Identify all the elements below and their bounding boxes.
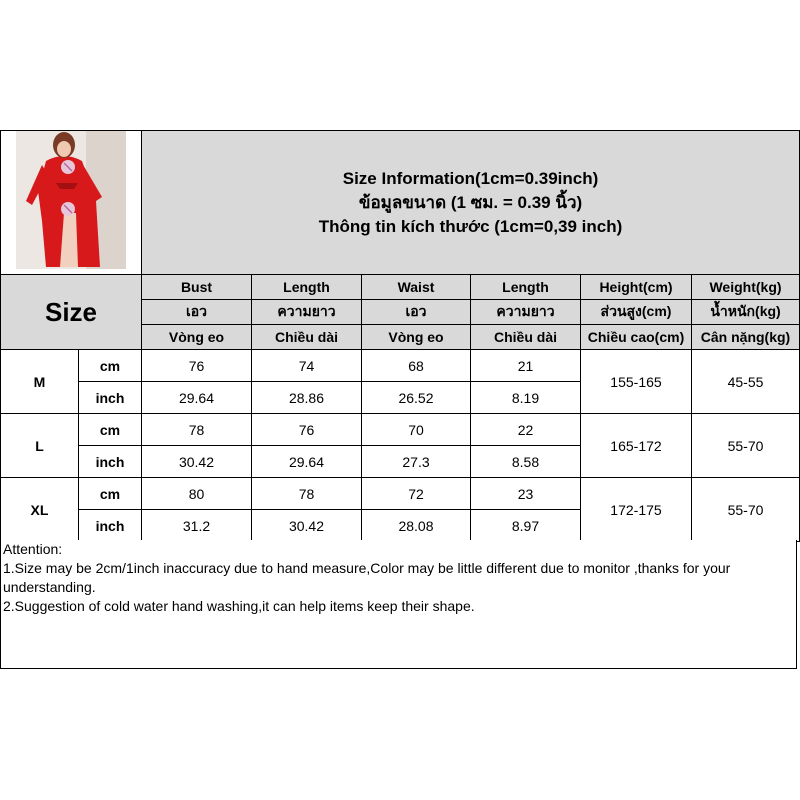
col-header-th: ความยาว	[252, 300, 362, 325]
table-cell: 8.97	[471, 510, 581, 542]
table-cell: 72	[362, 478, 471, 510]
attention-notes	[0, 540, 797, 669]
col-header-vi: Chiều cao(cm)	[581, 325, 692, 350]
size-info-title	[142, 131, 800, 275]
col-header-vi: Cân nặng(kg)	[692, 325, 800, 350]
table-cell: 27.3	[362, 446, 471, 478]
weight-range: 55-70	[692, 478, 800, 542]
title-vietnamese: Thông tin kích thước (1cm=0,39 inch)	[318, 216, 623, 236]
unit-label: inch	[79, 510, 142, 542]
height-range: 155-165	[581, 350, 692, 414]
col-header-th: น้ำหนัก(kg)	[692, 300, 800, 325]
size-label: XL	[1, 478, 79, 542]
table-cell: 28.86	[252, 382, 362, 414]
col-header-th: ส่วนสูง(cm)	[581, 300, 692, 325]
unit-label: cm	[79, 478, 142, 510]
attention-note-1: 1.Size may be 2cm/1inch inaccuracy due to hand measure,Color may be little different due to monitor ,thanks for your understanding.	[3, 560, 731, 595]
size-label: M	[1, 350, 79, 414]
table-row	[1, 350, 800, 382]
table-cell: 80	[142, 478, 252, 510]
attention-note-2: 2.Suggestion of cold water hand washing,it can help items keep their shape.	[3, 598, 475, 614]
col-header-en: Length	[471, 275, 581, 300]
height-range: 172-175	[581, 478, 692, 542]
col-header-en: Bust	[142, 275, 252, 300]
attention-heading: Attention:	[3, 541, 63, 557]
table-cell: 8.58	[471, 446, 581, 478]
table-cell: 76	[142, 350, 252, 382]
weight-range: 55-70	[692, 414, 800, 478]
col-header-th: เอว	[362, 300, 471, 325]
col-header-th: เอว	[142, 300, 252, 325]
size-chart	[0, 130, 800, 670]
col-header-en: Waist	[362, 275, 471, 300]
table-cell: 31.2	[142, 510, 252, 542]
product-photo-icon	[16, 131, 126, 269]
table-cell: 70	[362, 414, 471, 446]
col-header-en: Length	[252, 275, 362, 300]
unit-label: cm	[79, 350, 142, 382]
table-cell: 74	[252, 350, 362, 382]
col-header-vi: Chiều dài	[252, 325, 362, 350]
table-cell: 26.52	[362, 382, 471, 414]
table-cell: 78	[252, 478, 362, 510]
table-cell: 76	[252, 414, 362, 446]
table-cell: 78	[142, 414, 252, 446]
table-cell: 30.42	[142, 446, 252, 478]
table-cell: 68	[362, 350, 471, 382]
size-table	[0, 130, 800, 542]
table-cell: 30.42	[252, 510, 362, 542]
table-cell: 21	[471, 350, 581, 382]
col-header-vi: Vòng eo	[362, 325, 471, 350]
table-cell: 8.19	[471, 382, 581, 414]
col-header-th: ความยาว	[471, 300, 581, 325]
size-label: L	[1, 414, 79, 478]
table-cell: 29.64	[252, 446, 362, 478]
unit-label: inch	[79, 382, 142, 414]
col-header-vi: Chiều dài	[471, 325, 581, 350]
table-cell: 22	[471, 414, 581, 446]
table-row	[1, 478, 800, 510]
col-header-en: Weight(kg)	[692, 275, 800, 300]
table-cell: 23	[471, 478, 581, 510]
unit-label: inch	[79, 446, 142, 478]
col-header-vi: Vòng eo	[142, 325, 252, 350]
size-header: Size	[1, 275, 142, 350]
col-header-en: Height(cm)	[581, 275, 692, 300]
unit-label: cm	[79, 414, 142, 446]
title-thai: ข้อมูลขนาด (1 ซม. = 0.39 นิ้ว)	[358, 192, 583, 212]
table-row	[1, 414, 800, 446]
table-cell: 28.08	[362, 510, 471, 542]
weight-range: 45-55	[692, 350, 800, 414]
product-photo-cell	[1, 131, 142, 275]
title-english: Size Information(1cm=0.39inch)	[342, 168, 599, 188]
table-cell: 29.64	[142, 382, 252, 414]
height-range: 165-172	[581, 414, 692, 478]
